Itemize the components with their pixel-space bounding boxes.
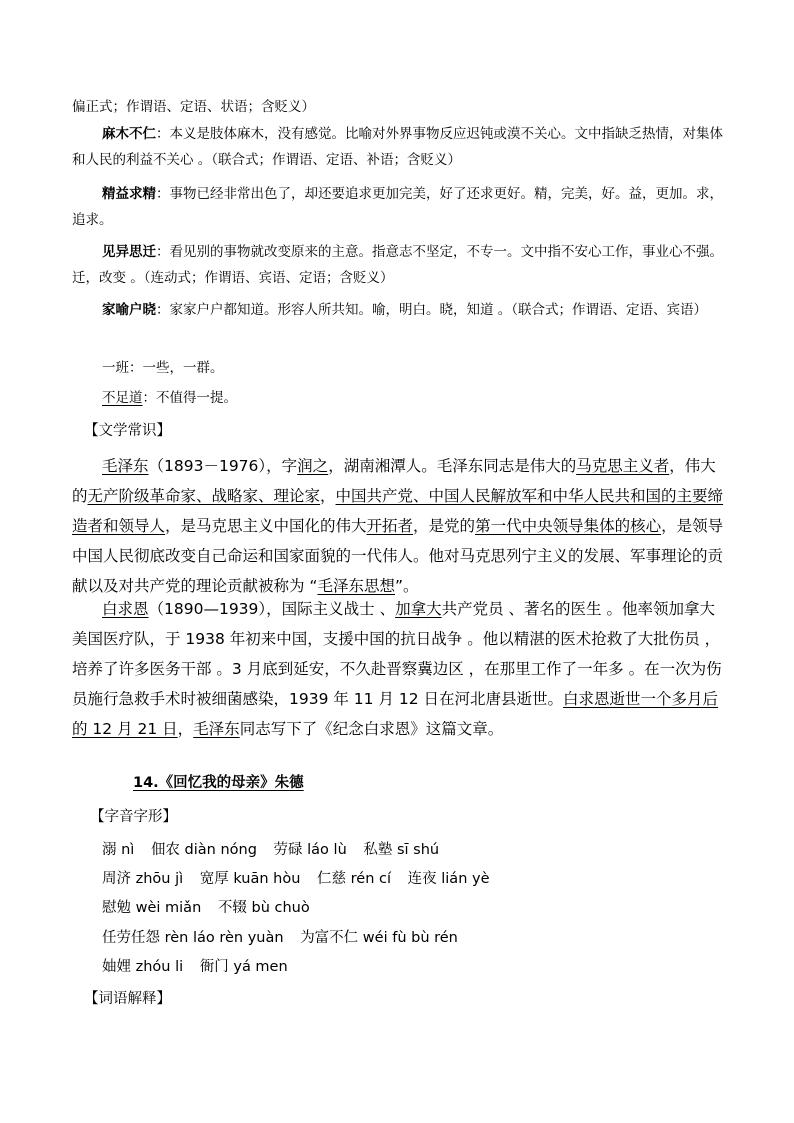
pron-item: 劳碌 láo lù <box>273 842 347 858</box>
term-jingyi-qiujing <box>72 181 727 233</box>
intro-tail <box>72 94 727 120</box>
term-jianyi-siqian <box>72 239 727 291</box>
pron-item: 衙门 yá men <box>199 959 288 975</box>
pronunciation-line <box>102 927 458 949</box>
pron-item: 溺 nì <box>102 842 135 858</box>
pron-item: 宽厚 kuān hòu <box>199 871 301 887</box>
bethune-paragraph <box>72 594 727 744</box>
vocab-header: 【词语解释】 <box>84 991 171 1007</box>
mao-text: ，是党的 <box>413 517 476 535</box>
term-definition: ：一些，一群。 <box>129 360 224 376</box>
pronunciation-line <box>102 956 288 978</box>
term-word: 家喻户晓 <box>102 302 156 318</box>
pron-item: 仁慈 rén cí <box>317 871 392 887</box>
bethune-text: （1890—1939），国际主义战士 、 <box>148 600 396 618</box>
mao-underline: 中国共产党、中国人民解放军和中华人民共和国的主要缔造者和领导人 <box>72 487 724 535</box>
term-buzudao <box>72 385 727 411</box>
mao-text: ，是马克思主义中国化的伟大 <box>165 517 367 535</box>
term-word: 见异思迁 <box>102 244 156 260</box>
mao-text: ，是领导中国人民彻底改变自己命运和国家面貌的一代伟人。他对马克思列宁主义的发展、军事理论的贡献以及对共产党的理论贡献被称为 “ <box>72 517 724 595</box>
pron-item: 妯娌 zhóu li <box>102 959 184 975</box>
mao-underline: 无产阶级革命家、战略家、理论家 <box>87 487 321 505</box>
term-definition: ：看见别的事物就改变原来的主意。指意志不坚定，不专一。文中指不安心工作，事业心不强。迁，改变 。（连动式；作谓语、宾语、定语；含贬义） <box>72 244 723 286</box>
term-definition: ：不值得一提。 <box>142 390 237 406</box>
pronunciation-header: 【字音字形】 <box>90 809 177 825</box>
mao-text: ， <box>320 487 336 505</box>
term-definition: ：事物已经非常出色了，却还要追求更加完美，好了还求更好。精，完美，好。益，更加。求，追求。 <box>72 186 723 228</box>
term-word: 不足道 <box>102 390 143 406</box>
lit-knowledge-header: 【文学常识】 <box>84 423 171 439</box>
mao-text: （1893－1976），字 <box>148 457 298 475</box>
bethune-underline: 毛泽东 <box>193 720 240 738</box>
term-yiban <box>72 355 727 381</box>
intro-tail-text: 偏正式；作谓语、定语、状语；含贬义） <box>72 99 315 115</box>
bethune-name: 白求恩 <box>102 600 149 618</box>
bethune-text: 同志写下了《纪念白求恩》这篇文章。 <box>239 720 504 738</box>
mao-underline: 第一代中央领导集体的核心 <box>475 517 662 535</box>
term-definition: ：本义是肢体麻木，没有感觉。比喻对外界事物反应迟钝或漠不关心。文中指缺乏热情，对集体和人民的利益不关心 。（联合式；作谓语、定语、补语；含贬义） <box>72 126 723 168</box>
mao-underline: 马克思主义者 <box>576 457 670 475</box>
term-word: 精益求精 <box>102 186 156 202</box>
mao-zedong-paragraph <box>72 451 727 601</box>
mao-text: ”。 <box>394 577 419 595</box>
pron-item: 私塾 sī shú <box>363 842 440 858</box>
pron-item: 连夜 lián yè <box>407 871 490 887</box>
term-word: 麻木不仁 <box>102 126 156 142</box>
lesson-title: 14.《回忆我的母亲》朱德 <box>133 775 304 791</box>
term-mamu-buren <box>72 121 727 173</box>
pronunciation-line <box>102 839 439 861</box>
mao-underline: 毛泽东思想 <box>317 577 395 595</box>
pronunciation-line <box>102 897 310 919</box>
pron-item: 任劳任怨 rèn láo rèn yuàn <box>102 930 284 946</box>
bethune-text: 共产党员 、著名的医生 。他率领加拿大美国医疗队，于 1938 年初来中国，支援中国的抗日战争 。他以精湛的医术抢救了大批伤员 ，培养了许多医务干部 。3 月底到延安，不久赴晋察冀边区 ，在那里工作了一年多 。在一次为伤员施行急救手术时被细菌感染，1939 年 11 月 12 日在河北唐县逝世。 <box>72 600 722 708</box>
mao-courtesy-name: 润之 <box>297 457 329 475</box>
term-jiayu-huxiao <box>72 297 727 323</box>
pronunciation-line <box>102 868 490 890</box>
mao-text: ，湖南湘潭人。毛泽东同志是伟大的 <box>328 457 577 475</box>
bethune-underline: 白求恩逝世一个多月后的 12 月 21 日 <box>72 690 719 738</box>
pron-item: 不辍 bù chuò <box>217 900 310 916</box>
mao-underline: 开拓者 <box>366 517 414 535</box>
pron-item: 佃农 diàn nóng <box>150 842 257 858</box>
pron-item: 慰勉 wèi miǎn <box>102 900 202 916</box>
bethune-underline: 加拿大 <box>395 600 442 618</box>
pron-item: 周济 zhōu jì <box>102 871 184 887</box>
pron-item: 为富不仁 wéi fù bù rén <box>300 930 458 946</box>
term-word: 一班 <box>102 360 129 376</box>
term-definition: ：家家户户都知道。形容人所共知。喻，明白。晓，知道 。（联合式；作谓语、定语、宾语） <box>156 302 708 318</box>
mao-name: 毛泽东 <box>102 457 149 475</box>
mao-text: ，伟大的 <box>72 457 716 505</box>
bethune-text: ， <box>177 720 194 738</box>
